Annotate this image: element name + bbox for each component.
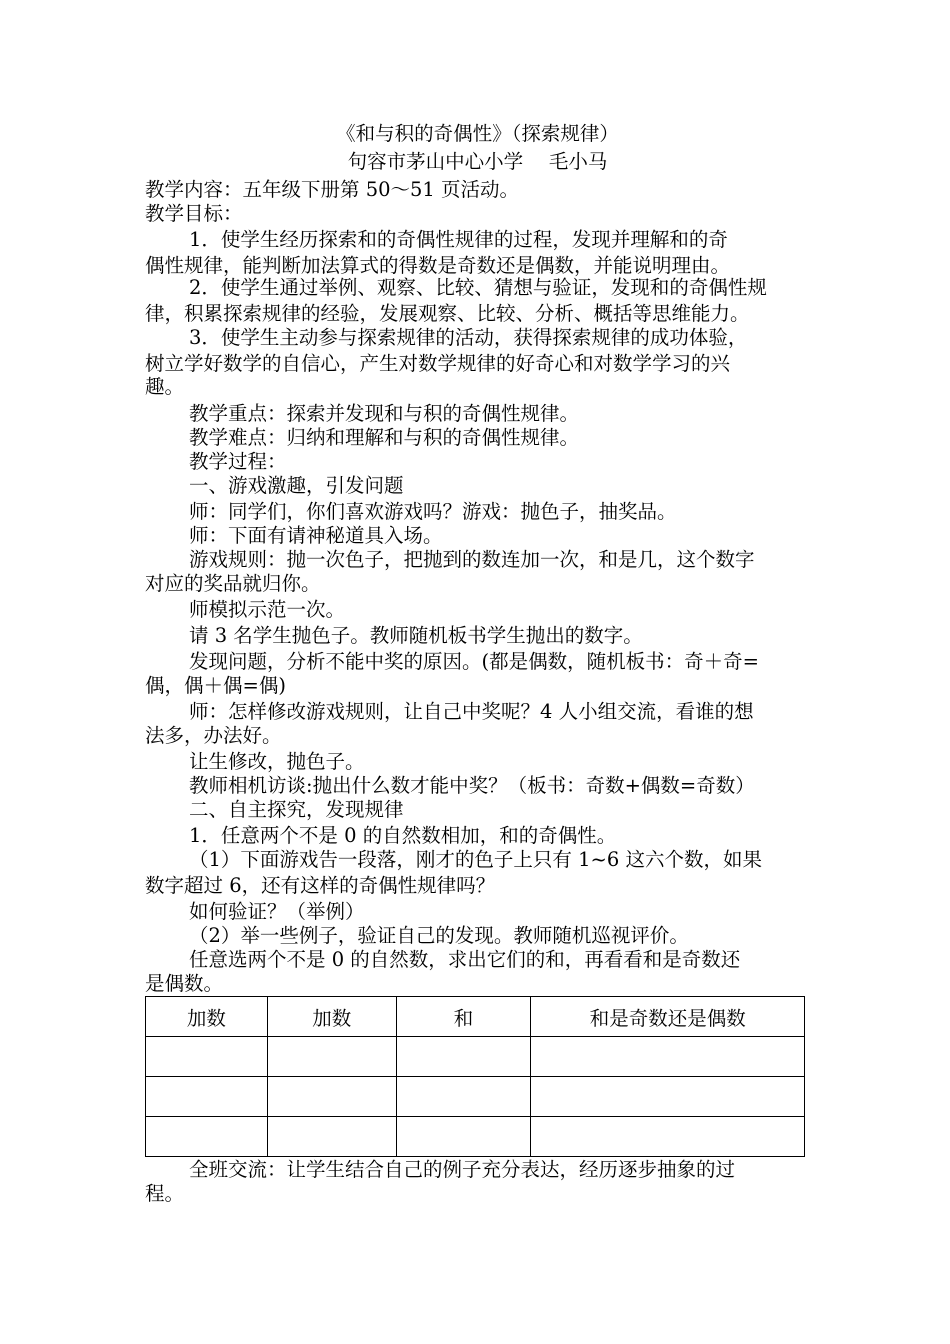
- table-cell[interactable]: [531, 1077, 805, 1117]
- goal-1-line-2: 偶性规律，能判断加法算式的得数是奇数还是偶数，并能说明理由。: [145, 254, 731, 277]
- paragraph-3-line-1: 游戏规则：抛一次色子，把抛到的数连加一次，和是几，这个数字: [189, 548, 755, 571]
- key-point: 教学重点：探索并发现和与积的奇偶性规律。: [189, 402, 580, 425]
- table-row: [146, 1117, 805, 1157]
- paragraph-3-line-2: 对应的奖品就归你。: [145, 572, 321, 595]
- header-addend-1: 加数: [146, 997, 268, 1037]
- step-5-line-2: 是偶数。: [145, 972, 224, 995]
- paragraph-6-line-2: 偶，偶＋偶=偶): [145, 674, 286, 697]
- table-row: [146, 1037, 805, 1077]
- paragraph-4: 师模拟示范一次。: [189, 598, 346, 621]
- process-heading: 教学过程：: [189, 450, 287, 473]
- table-cell[interactable]: [146, 1077, 268, 1117]
- header-addend-2: 加数: [267, 997, 396, 1037]
- goal-3-line-1: 3．使学生主动参与探索规律的活动，获得探索规律的成功体验，: [189, 326, 748, 349]
- section-2-heading: 二、自主探究，发现规律: [189, 798, 404, 821]
- table-row: [146, 1077, 805, 1117]
- table-cell[interactable]: [267, 1117, 396, 1157]
- header-sum: 和: [396, 997, 531, 1037]
- step-2-line-2: 数字超过 6，还有这样的奇偶性规律吗？: [145, 874, 496, 897]
- paragraph-5: 请 3 名学生抛色子。教师随机板书学生抛出的数字。: [189, 624, 643, 647]
- step-4: （2）举一些例子，验证自己的发现。教师随机巡视评价。: [189, 924, 689, 947]
- author-line: 句容市茅山中心小学 毛小马: [347, 150, 608, 173]
- header-parity: 和是奇数还是偶数: [531, 997, 805, 1037]
- paragraph-7-line-1: 师：怎样修改游戏规则，让自己中奖呢？4 人小组交流，看谁的想: [189, 700, 754, 723]
- teaching-goals-heading: 教学目标：: [145, 202, 243, 225]
- table-cell[interactable]: [267, 1077, 396, 1117]
- paragraph-2: 师：下面有请神秘道具入场。: [189, 524, 443, 547]
- addition-parity-table: [145, 996, 805, 1157]
- table-cell[interactable]: [396, 1037, 531, 1077]
- table-cell[interactable]: [146, 1037, 268, 1077]
- step-3: 如何验证？（举例）: [189, 900, 365, 923]
- step-5-line-1: 任意选两个不是 0 的自然数，求出它们的和，再看看和是奇数还: [189, 948, 741, 971]
- closing-line-2: 程。: [145, 1182, 185, 1205]
- paragraph-7-line-2: 法多，办法好。: [145, 724, 282, 747]
- paragraph-9: 教师相机访谈:抛出什么数才能中奖？（板书：奇数+偶数=奇数）: [189, 774, 755, 797]
- goal-1-line-1: 1．使学生经历探索和的奇偶性规律的过程，发现并理解和的奇: [189, 228, 728, 251]
- goal-3-line-2: 树立学好数学的自信心，产生对数学规律的好奇心和对数学学习的兴: [145, 352, 731, 375]
- difficulty: 教学难点：归纳和理解和与积的奇偶性规律。: [189, 426, 580, 449]
- section-1-heading: 一、游戏激趣，引发问题: [189, 474, 404, 497]
- table-cell[interactable]: [531, 1037, 805, 1077]
- paragraph-1: 师：同学们，你们喜欢游戏吗？游戏：抛色子，抽奖品。: [189, 500, 677, 523]
- paragraph-6-line-1: 发现问题，分析不能中奖的原因。(都是偶数，随机板书：奇＋奇=: [189, 650, 759, 673]
- goal-2-line-2: 律，积累探索规律的经验，发展观察、比较、分析、概括等思维能力。: [145, 302, 750, 325]
- document-title: 《和与积的奇偶性》（探索规律）: [336, 122, 619, 145]
- teaching-content: 教学内容：五年级下册第 50～51 页活动。: [145, 178, 520, 201]
- table-cell[interactable]: [396, 1077, 531, 1117]
- closing-line-1: 全班交流：让学生结合自己的例子充分表达，经历逐步抽象的过: [189, 1158, 736, 1181]
- table-cell[interactable]: [396, 1117, 531, 1157]
- table-cell[interactable]: [146, 1117, 268, 1157]
- table-cell[interactable]: [531, 1117, 805, 1157]
- paragraph-8: 让生修改，抛色子。: [189, 750, 365, 773]
- goal-3-line-3: 趣。: [145, 375, 185, 398]
- goal-2-line-1: 2．使学生通过举例、观察、比较、猜想与验证，发现和的奇偶性规: [189, 276, 767, 299]
- table-cell[interactable]: [267, 1037, 396, 1077]
- table-header-row: [146, 997, 805, 1037]
- step-1: 1．任意两个不是 0 的自然数相加，和的奇偶性。: [189, 824, 617, 847]
- step-2-line-1: （1）下面游戏告一段落，刚才的色子上只有 1~6 这六个数，如果: [189, 848, 762, 871]
